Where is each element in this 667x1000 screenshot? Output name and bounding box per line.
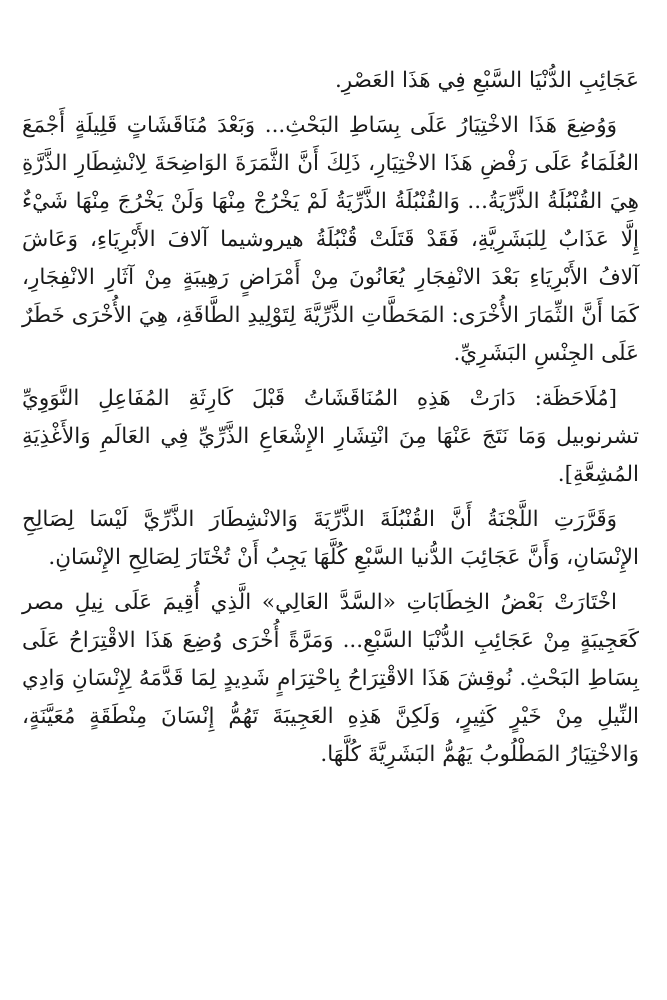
paragraph-note: [مُلَاحَظَة: دَارَتْ هَذِهِ المُنَاقَشَاتُ قَبْلَ كَارِثَةِ المُفَاعِلِ النَّوَوِيِّ تشرنوبيل وَمَا نَتَجَ عَنْهَا مِنَ انْتِشَارِ الإِشْعَاعِ الذَّرِّيِّ فِي العَالَمِ وَالأَغْذِيَةِ المُشِعَّةِ]. xyxy=(22,386,639,487)
paragraph-committee-decision: وَقَرَّرَتِ اللَّجْنَةُ أَنَّ القُنْبُلَةَ الذَّرِّيَةَ وَالانْشِطَارَ الذَّرِّيَّ لَيْسَا لِصَالِحِ الإِنْسَانِ، وَأَنَّ عَجَائِبَ الدُّنيا السَّبْعِ كُلَّهَا يَجِبُ أَنْ تُخْتَارَ لِصَالِحِ الإِنْسَانِ. xyxy=(22,507,639,570)
paragraph-high-dam: اخْتَارَتْ بَعْضُ الخِطَابَاتِ «السَّدَّ العَالِي» الَّذِي أُقِيمَ عَلَى نِيلِ مصر كَعَجِيبَةٍ مِنْ عَجَائِبِ الدُّنْيَا السَّبْعِ... وَمَرَّةً أُخْرَى وُضِعَ هَذَا الاقْتِرَاحُ عَلَى بِسَاطِ البَحْثِ. نُوقِشَ هَذَا الاقْتِرَاحُ بِاحْتِرَامٍ شَدِيدٍ لِمَا قَدَّمَهُ لِإِنْسَانِ وَادِي النِّيلِ مِنْ خَيْرٍ كَثِيرٍ، وَلَكِنَّ هَذِهِ العَجِيبَةَ تَهُمُّ إِنْسَانَ مِنْطَقَةٍ مُعَيَّنَةٍ، وَالاخْتِيَارُ المَطْلُوبُ يَهُمُّ البَشَرِيَّةَ كُلَّهَا. xyxy=(22,590,639,767)
paragraph-discussion: وَوُضِعَ هَذَا الاخْتِيَارُ عَلَى بِسَاطِ البَحْثِ... وَبَعْدَ مُنَاقَشَاتٍ قَلِيلَةٍ أَجْمَعَ العُلَمَاءُ عَلَى رَفْضِ هَذَا الاخْتِيَارِ، ذَلِكَ أَنَّ الثَّمَرَةَ الوَاضِحَةَ لِانْشِطَارِ الذَّرَّةِ هِيَ القُنْبُلَةُ الذَّرِّيَةُ... وَالقُنْبُلَةُ الذَّرِّيَةُ لَمْ يَخْرُجْ مِنْهَا وَلَنْ يَخْرُجَ مِنْهَا شَيْءٌ إِلَّا عَذَابٌ لِلبَشَرِيَّةِ، فَقَدْ قَتَلَتْ قُنْبُلَةُ هيروشيما آلافَ الأَبْرِيَاءِ، وَعَاشَ آلافُ الأَبْرِيَاءِ بَعْدَ الانْفِجَارِ يُعَانُونَ مِنْ أَمْرَاضٍ رَهِيبَةٍ مِنْ آثَارِ الانْفِجَارِ، كَمَا أَنَّ الثِّمَارَ الأُخْرَى: المَحَطَّاتِ الذَّرِّيَّةَ لِتَوْلِيدِ الطَّاقَةِ، هِيَ الأُخْرَى خَطَرٌ عَلَى الجِنْسِ البَشَرِيِّ. xyxy=(22,113,639,366)
book-page xyxy=(22,62,639,990)
paragraph-continuation: عَجَائِبِ الدُّنْيَا السَّبْعِ فِي هَذَا العَصْرِ. xyxy=(334,68,639,93)
